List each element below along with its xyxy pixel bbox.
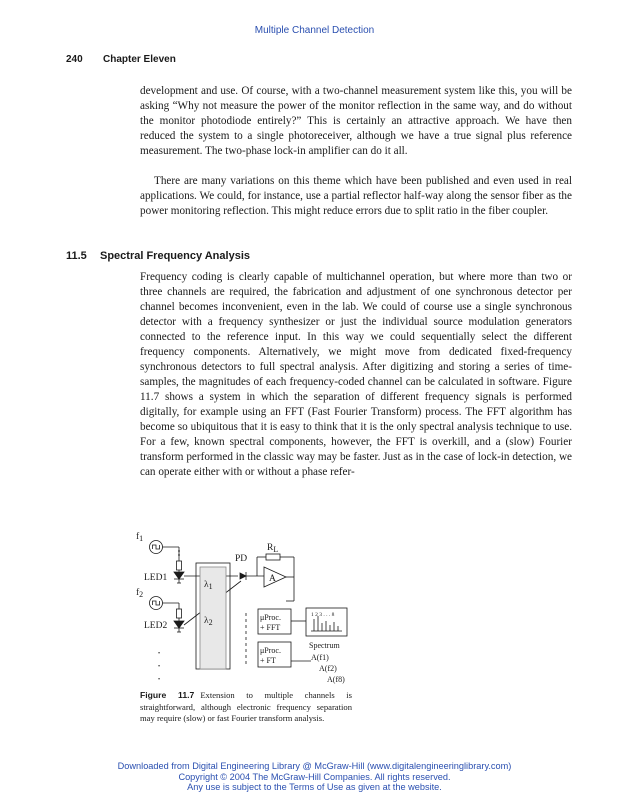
footer-terms[interactable]: Any use is subject to the Terms of Use as given at the website. xyxy=(187,782,442,792)
section-title: Spectral Frequency Analysis xyxy=(100,250,250,262)
led1-label: LED1 xyxy=(144,573,168,583)
lambda1-label: $\lambda_1$ xyxy=(204,580,213,591)
proc-fft-line1: μProc. xyxy=(260,613,281,622)
figure-label: Figure 11.7 xyxy=(140,690,195,700)
body-paragraph-1: development and use. Of course, with a two-channel measurement system like this, you will be asking “Why not measure the power of the monitor reflection in the same way, and do without the monitor photodiode entirely?” This is certainly an attractive approach. We have then reduced the system to a single photoreceiver, although we have a true signal plus reference measurement. The two-phase lock-in amplifier can do it all. xyxy=(140,85,572,157)
page-number: 240 xyxy=(66,54,83,65)
proc-ft-line2: + FT xyxy=(260,656,276,665)
section-number: 11.5 xyxy=(66,250,87,262)
feedback-resistor-icon xyxy=(266,554,280,560)
diagram-svg xyxy=(126,521,366,686)
proc-ft-line1: μProc. xyxy=(260,646,281,655)
led2-diode-icon xyxy=(174,621,184,628)
output-a-f8: A(f8) xyxy=(327,675,345,684)
f1-label: $f_1$ xyxy=(136,532,144,543)
chapter-title: Chapter Eleven xyxy=(103,54,176,65)
f2-label: $f_2$ xyxy=(136,588,144,599)
ellipsis-dot-2: • xyxy=(158,664,161,670)
ellipsis-dot-3: • xyxy=(158,677,161,683)
body-paragraph-2: There are many variations on this theme which have been published and even used in real applications. We could, for instance, use a partial reflector half-way along the sensor fiber as the power monitoring reflection. This might reduce errors due to split ratio in the fiber coupler. xyxy=(140,175,572,217)
figure-caption-text: Extension to multiple channels is straightforward, although electronic frequency separation may require (slow) or fast Fourier transform analysis. xyxy=(140,690,353,723)
amp-label: A xyxy=(269,574,276,584)
led1-diode-icon xyxy=(174,572,184,579)
figure-caption xyxy=(140,690,352,725)
figure-11-7-diagram xyxy=(126,521,366,686)
output-a-f1: A(f1) xyxy=(311,653,329,662)
resistor-1-icon xyxy=(177,561,182,570)
lambda2-label: $\lambda_2$ xyxy=(204,616,213,627)
square-wave-1-icon xyxy=(153,545,160,549)
photodiode-icon xyxy=(240,573,246,579)
resistor-2-icon xyxy=(177,609,182,618)
spectrum-axis-label: 1 2 3 . . . 8 xyxy=(311,612,335,618)
ellipsis-dot-1: • xyxy=(158,651,161,657)
output-a-f2: A(f2) xyxy=(319,664,337,673)
section-heading xyxy=(66,250,250,262)
spectrum-label: Spectrum xyxy=(309,641,340,650)
led2-label: LED2 xyxy=(144,621,168,631)
square-wave-2-icon xyxy=(153,601,160,605)
running-head-title: Multiple Channel Detection xyxy=(254,25,375,36)
body-paragraph-3: Frequency coding is clearly capable of multichannel operation, but where more than two or three channels are required, the fabrication and adjustment of one synchronous detector per channel becomes inconvenient, even in the lab. We could of course use a single synchronous detector with a frequency synthesizer or just the individual source modulation generators connected to the reference input. In this way we could sequentially select the different frequency components. Alternatively, we might move from dedicated fixed-frequency synchronous detectors to full spectral analysis. After digitizing and storing a series of time-samples, the magnitudes of each frequency-coded channel can be calculated in software. Figure 11.7 shows a system in which the separation of different frequency signals is performed digitally, for example using an FFT (Fast Fourier Transform) process. The FFT algorithm has become so ubiquitous that it is easy to think that it is the only spectral analysis technique to use. For a few, known spectral components, however, the FFT is overkill, and a (slow) Fourier transform performed in the classic way may be faster. Just as in the case of lock-in detection, we can operate either with or without a phase refer- xyxy=(140,271,572,478)
footer-copyright: Copyright © 2004 The McGraw-Hill Companies. All rights reserved. xyxy=(178,771,451,782)
rl-label: $R_L$ xyxy=(267,543,279,554)
footer xyxy=(0,761,629,793)
footer-download-link[interactable]: Downloaded from Digital Engineering Library @ McGraw-Hill (www.digitalengineeringlibrary.com) xyxy=(117,761,512,771)
proc-fft-line2: + FFT xyxy=(260,623,281,632)
pd-label: PD xyxy=(235,554,248,564)
